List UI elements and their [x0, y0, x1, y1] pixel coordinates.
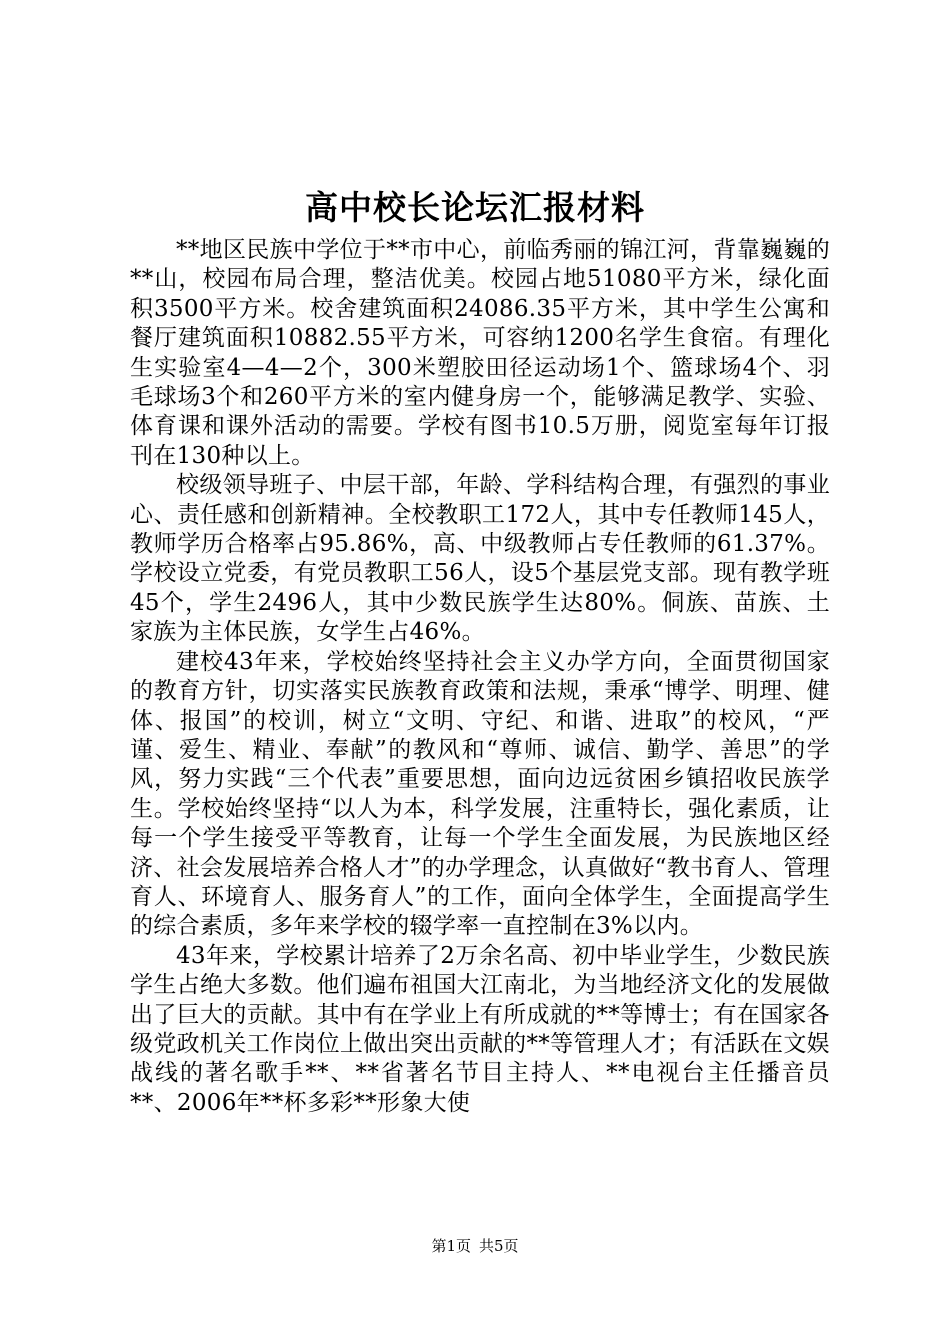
paragraph-graduates: 43年来，学校累计培养了2万余名高、初中毕业学生，少数民族学生占绝大多数。他们遍布祖国大江南北，为当地经济文化的发展做出了巨大的贡献。其中有在学业上有所成就的**等博士；有在国家各级党政机关工作岗位上做出突出贡献的**等管理人才；有活跃在文娱战线的著名歌手**、**省著名节目主持人、**电视台主任播音员**、2006年**杯多彩**形象大使 — [130, 942, 830, 1116]
document-body — [130, 236, 830, 1118]
paragraph-staff: 校级领导班子、中层干部，年龄、学科结构合理，有强烈的事业心、责任感和创新精神。全校教职工172人，其中专任教师145人，教师学历合格率占95.86%，高、中级教师占专任教师的61.37%。学校设立党委，有党员教职工56人，设5个基层党支部。现有教学班45个，学生2496人，其中少数民族学生达80%。侗族、苗族、土家族为主体民族，女学生占46%。 — [130, 472, 830, 646]
paragraph-campus: **地区民族中学位于**市中心，前临秀丽的锦江河，背靠巍巍的**山，校园布局合理，整洁优美。校园占地51080平方米，绿化面积3500平方米。校舍建筑面积24086.35平方米，其中学生公寓和餐厅建筑面积10882.55平方米，可容纳1200名学生食宿。有理化生实验室4—4—2个，300米塑胶田径运动场1个、篮球场4个、羽毛球场3个和260平方米的室内健身房一个，能够满足教学、实验、体育课和课外活动的需要。学校有图书10.5万册，阅览室每年订报刊在130种以上。 — [130, 237, 830, 469]
document-title: 高中校长论坛汇报材料 — [305, 188, 645, 227]
page-number: 第1页 — [431, 1237, 471, 1255]
paragraph-philosophy: 建校43年来，学校始终坚持社会主义办学方向，全面贯彻国家的教育方针，切实落实民族教育政策和法规，秉承“博学、明理、健体、报国”的校训，树立“文明、守纪、和谐、进取”的校风，“严谨、爱生、精业、奉献”的教风和“尊师、诚信、勤学、善思”的学风，努力实践“三个代表”重要思想，面向边远贫困乡镇招收民族学生。学校始终坚持“以人为本，科学发展，注重特长，强化素质，让每一个学生接受平等教育，让每一个学生全面发展，为民族地区经济、社会发展培养合格人才”的办学理念，认真做好“教书育人、管理育人、环境育人、服务育人”的工作，面向全体学生，全面提高学生的综合素质，多年来学校的辍学率一直控制在3%以内。 — [130, 648, 830, 940]
page-total: 共5页 — [479, 1237, 519, 1255]
page-footer — [0, 1236, 950, 1256]
